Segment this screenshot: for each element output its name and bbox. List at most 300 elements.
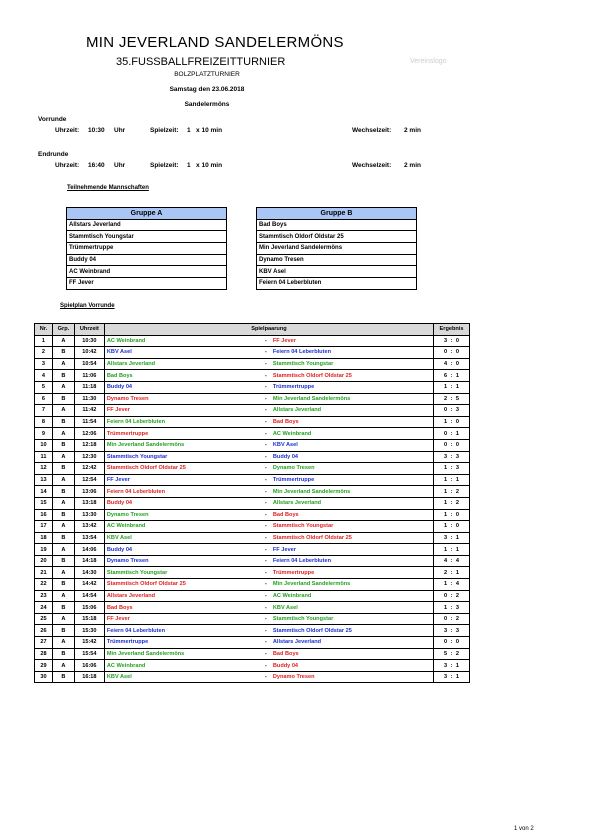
game-pairing [104, 625, 433, 637]
game-group: A [52, 590, 74, 602]
group-team: AC Weinbrand [67, 266, 227, 278]
round-change-time: 2 min [404, 162, 421, 169]
tournament-date: Samstag den 23.06.2018 [169, 86, 245, 93]
game-nr: 12 [35, 463, 53, 475]
away-goals: 1 [455, 477, 459, 484]
game-result [434, 648, 470, 660]
away-team: FF Jever [272, 546, 296, 553]
home-team: Dynamo Tresen [106, 511, 149, 518]
pairing-dash: - [264, 500, 267, 507]
game-nr: 10 [35, 439, 53, 451]
table-row [35, 671, 470, 683]
game-time: 16:06 [74, 660, 104, 672]
group-team: Bad Boys [257, 219, 417, 231]
home-goals: 1 [444, 477, 448, 484]
game-pairing [104, 671, 433, 683]
away-team: Stammtisch Youngstar [272, 523, 334, 530]
game-time: 10:42 [74, 347, 104, 359]
home-goals: 0 [444, 639, 448, 646]
pairing-dash: - [264, 662, 267, 669]
home-team: Stammtisch Oldorf Oldstar 25 [106, 465, 186, 472]
away-goals: 3 [455, 604, 459, 611]
game-pairing [104, 613, 433, 625]
game-result [434, 521, 470, 533]
game-result [434, 532, 470, 544]
away-team: Allstars Jeverland [272, 407, 322, 414]
game-group: A [52, 660, 74, 672]
score-separator: : [450, 442, 453, 449]
table-row [35, 416, 470, 428]
score-separator: : [450, 361, 453, 368]
home-goals: 0 [444, 430, 448, 437]
game-result [434, 602, 470, 614]
away-goals: 1 [455, 546, 459, 553]
game-result [434, 579, 470, 591]
col-header-pairing: Spielpaarung [104, 324, 433, 336]
score-separator: : [450, 477, 453, 484]
home-goals: 1 [444, 511, 448, 518]
score-separator: : [450, 581, 453, 588]
score-separator: : [450, 384, 453, 391]
game-group: A [52, 544, 74, 556]
round-change-time: 2 min [404, 127, 421, 134]
pairing-dash: - [264, 384, 267, 391]
game-pairing [104, 347, 433, 359]
away-team: Buddy 04 [272, 453, 299, 460]
game-nr: 9 [35, 428, 53, 440]
home-goals: 0 [444, 349, 448, 356]
game-time: 13:30 [74, 509, 104, 521]
game-result [434, 590, 470, 602]
game-result [434, 671, 470, 683]
round-change-label: Wechselzeit: [352, 127, 392, 134]
away-team: Stammtisch Youngstar [272, 361, 334, 368]
game-pairing [104, 637, 433, 649]
away-goals: 1 [455, 430, 459, 437]
game-result [434, 625, 470, 637]
away-goals: 1 [455, 662, 459, 669]
pairing-dash: - [264, 546, 267, 553]
game-pairing [104, 393, 433, 405]
pairing-dash: - [264, 465, 267, 472]
pairing-dash: - [264, 639, 267, 646]
game-pairing [104, 439, 433, 451]
tournament-type: BOLZPLATZTURNIER [174, 71, 240, 78]
home-goals: 1 [444, 419, 448, 426]
pairing-dash: - [264, 604, 267, 611]
game-time: 11:42 [74, 405, 104, 417]
game-pairing [104, 463, 433, 475]
table-row [35, 335, 470, 347]
group-b-table [256, 207, 417, 290]
away-goals: 5 [455, 395, 459, 402]
score-separator: : [450, 546, 453, 553]
game-time: 12:06 [74, 428, 104, 440]
home-team: Stammtisch Oldorf Oldstar 25 [106, 581, 186, 588]
home-goals: 0 [444, 407, 448, 414]
round-time: 10:30 [88, 127, 105, 134]
table-row [35, 567, 470, 579]
home-team: FF Jever [106, 407, 130, 414]
game-time: 16:18 [74, 671, 104, 683]
score-separator: : [450, 488, 453, 495]
game-pairing [104, 358, 433, 370]
game-time: 12:42 [74, 463, 104, 475]
table-row [35, 590, 470, 602]
game-nr: 28 [35, 648, 53, 660]
home-team: Dynamo Tresen [106, 558, 149, 565]
score-separator: : [450, 430, 453, 437]
game-result [434, 463, 470, 475]
table-row [35, 347, 470, 359]
score-separator: : [450, 349, 453, 356]
pairing-dash: - [264, 511, 267, 518]
pairing-dash: - [264, 650, 267, 657]
away-team: KBV Asel [272, 604, 298, 611]
home-goals: 1 [444, 523, 448, 530]
group-team: KBV Asel [257, 266, 417, 278]
game-time: 12:54 [74, 474, 104, 486]
game-result [434, 660, 470, 672]
teams-heading: Teilnehmende Mannschaften [67, 185, 149, 191]
game-result [434, 555, 470, 567]
game-result [434, 509, 470, 521]
game-time: 13:42 [74, 521, 104, 533]
round-time-label: Uhrzeit: [55, 127, 80, 134]
away-team: AC Weinbrand [272, 592, 312, 599]
game-nr: 17 [35, 521, 53, 533]
away-goals: 0 [455, 511, 459, 518]
away-goals: 1 [455, 384, 459, 391]
away-team: Min Jeverland Sandelermöns [272, 581, 351, 588]
home-goals: 1 [444, 384, 448, 391]
round-time-label: Uhrzeit: [55, 162, 80, 169]
away-team: Trümmertruppe [272, 477, 315, 484]
score-separator: : [450, 465, 453, 472]
game-time: 14:42 [74, 579, 104, 591]
home-team: Trümmertruppe [106, 430, 149, 437]
group-team: Trümmertruppe [67, 243, 227, 255]
away-team: Dynamo Tresen [272, 465, 315, 472]
home-team: AC Weinbrand [106, 523, 146, 530]
game-pairing [104, 590, 433, 602]
home-team: Min Jeverland Sandelermöns [106, 442, 185, 449]
game-time: 15:54 [74, 648, 104, 660]
table-row [35, 509, 470, 521]
col-header-group: Grp. [52, 324, 74, 336]
game-time: 15:30 [74, 625, 104, 637]
table-row [35, 579, 470, 591]
game-time: 10:30 [74, 335, 104, 347]
game-result [434, 393, 470, 405]
home-goals: 1 [444, 465, 448, 472]
game-group: B [52, 393, 74, 405]
pairing-dash: - [264, 616, 267, 623]
group-team: Min Jeverland Sandelermöns [257, 243, 417, 255]
home-goals: 4 [444, 361, 448, 368]
pairing-dash: - [264, 453, 267, 460]
round-name: Vorrunde [38, 116, 67, 123]
game-group: A [52, 428, 74, 440]
away-team: AC Weinbrand [272, 430, 312, 437]
tournament-subtitle: 35.FUSSBALLFREIZEITTURNIER [116, 56, 286, 68]
away-team: Stammtisch Oldorf Oldstar 25 [272, 534, 352, 541]
game-pairing [104, 544, 433, 556]
away-goals: 3 [455, 465, 459, 472]
pairing-dash: - [264, 534, 267, 541]
game-nr: 22 [35, 579, 53, 591]
game-group: B [52, 509, 74, 521]
game-pairing [104, 497, 433, 509]
home-goals: 5 [444, 650, 448, 657]
away-goals: 2 [455, 592, 459, 599]
game-result [434, 370, 470, 382]
game-nr: 30 [35, 671, 53, 683]
game-pairing [104, 451, 433, 463]
round-change-label: Wechselzeit: [352, 162, 392, 169]
home-team: Stammtisch Youngstar [106, 453, 168, 460]
away-team: Stammtisch Youngstar [272, 616, 334, 623]
game-result [434, 405, 470, 417]
game-result [434, 335, 470, 347]
away-team: Trümmertruppe [272, 384, 315, 391]
away-goals: 0 [455, 639, 459, 646]
game-nr: 4 [35, 370, 53, 382]
group-name: Gruppe A [67, 208, 227, 220]
score-separator: : [450, 407, 453, 414]
game-group: A [52, 497, 74, 509]
game-time: 10:54 [74, 358, 104, 370]
pairing-dash: - [264, 395, 267, 402]
group-team: Stammtisch Youngstar [67, 231, 227, 243]
game-time: 11:54 [74, 416, 104, 428]
home-goals: 3 [444, 453, 448, 460]
group-team: Stammtisch Oldorf Oldstar 25 [257, 231, 417, 243]
game-pairing [104, 532, 433, 544]
pairing-dash: - [264, 581, 267, 588]
pairing-dash: - [264, 337, 267, 344]
game-result [434, 381, 470, 393]
home-team: Bad Boys [106, 604, 133, 611]
tournament-place: Sandelermöns [184, 101, 230, 108]
game-group: A [52, 451, 74, 463]
home-team: Buddy 04 [106, 500, 133, 507]
away-team: KBV Asel [272, 442, 298, 449]
away-goals: 1 [455, 372, 459, 379]
table-row [35, 381, 470, 393]
table-row [35, 555, 470, 567]
home-team: Trümmertruppe [106, 639, 149, 646]
away-goals: 0 [455, 442, 459, 449]
away-goals: 2 [455, 650, 459, 657]
game-group: A [52, 474, 74, 486]
home-goals: 0 [444, 616, 448, 623]
home-team: Stammtisch Youngstar [106, 569, 168, 576]
game-nr: 3 [35, 358, 53, 370]
game-result [434, 486, 470, 498]
home-team: Feiern 04 Leberbluten [106, 488, 165, 495]
score-separator: : [450, 337, 453, 344]
away-team: Allstars Jeverland [272, 639, 322, 646]
game-nr: 25 [35, 613, 53, 625]
table-row [35, 358, 470, 370]
table-row [35, 613, 470, 625]
score-separator: : [450, 558, 453, 565]
score-separator: : [450, 592, 453, 599]
pairing-dash: - [264, 407, 267, 414]
game-time: 13:06 [74, 486, 104, 498]
game-time: 15:06 [74, 602, 104, 614]
score-separator: : [450, 511, 453, 518]
game-result [434, 497, 470, 509]
score-separator: : [450, 569, 453, 576]
home-team: KBV Asel [106, 534, 132, 541]
game-nr: 2 [35, 347, 53, 359]
score-separator: : [450, 674, 453, 681]
score-separator: : [450, 639, 453, 646]
round-playtime: 1 x 10 min [187, 127, 223, 134]
game-time: 14:18 [74, 555, 104, 567]
game-time: 11:18 [74, 381, 104, 393]
game-time: 14:54 [74, 590, 104, 602]
game-time: 14:06 [74, 544, 104, 556]
game-pairing [104, 660, 433, 672]
group-a-table [66, 207, 227, 290]
pairing-dash: - [264, 488, 267, 495]
game-time: 11:30 [74, 393, 104, 405]
away-team: Stammtisch Oldorf Oldstar 25 [272, 372, 352, 379]
game-result [434, 347, 470, 359]
game-nr: 11 [35, 451, 53, 463]
table-row [35, 393, 470, 405]
table-row [35, 521, 470, 533]
home-team: Feiern 04 Leberbluten [106, 419, 165, 426]
table-row [35, 405, 470, 417]
game-nr: 15 [35, 497, 53, 509]
home-team: Dynamo Tresen [106, 395, 149, 402]
home-team: KBV Asel [106, 674, 132, 681]
home-goals: 3 [444, 627, 448, 634]
game-nr: 6 [35, 393, 53, 405]
table-row [35, 637, 470, 649]
game-group: A [52, 567, 74, 579]
game-pairing [104, 335, 433, 347]
game-time: 15:18 [74, 613, 104, 625]
game-result [434, 439, 470, 451]
score-separator: : [450, 604, 453, 611]
score-separator: : [450, 616, 453, 623]
game-time: 15:42 [74, 637, 104, 649]
game-group: B [52, 625, 74, 637]
game-pairing [104, 567, 433, 579]
away-goals: 3 [455, 453, 459, 460]
pairing-dash: - [264, 349, 267, 356]
score-separator: : [450, 534, 453, 541]
game-nr: 14 [35, 486, 53, 498]
table-row [35, 648, 470, 660]
game-nr: 13 [35, 474, 53, 486]
game-group: B [52, 648, 74, 660]
away-team: Feiern 04 Leberbluten [272, 558, 331, 565]
game-result [434, 451, 470, 463]
round-playtime-label: Spielzeit: [150, 127, 179, 134]
game-nr: 29 [35, 660, 53, 672]
table-row [35, 660, 470, 672]
game-pairing [104, 648, 433, 660]
away-team: Min Jeverland Sandelermöns [272, 395, 351, 402]
group-team: Allstars Jeverland [67, 219, 227, 231]
game-group: A [52, 381, 74, 393]
pairing-dash: - [264, 430, 267, 437]
game-nr: 27 [35, 637, 53, 649]
away-goals: 2 [455, 616, 459, 623]
game-time: 11:06 [74, 370, 104, 382]
away-goals: 0 [455, 337, 459, 344]
away-goals: 4 [455, 581, 459, 588]
page-title: MIN JEVERLAND SANDELERMÖNS [86, 34, 344, 51]
game-nr: 18 [35, 532, 53, 544]
game-pairing [104, 428, 433, 440]
table-row [35, 370, 470, 382]
game-pairing [104, 486, 433, 498]
game-time: 13:18 [74, 497, 104, 509]
pairing-dash: - [264, 372, 267, 379]
game-pairing [104, 474, 433, 486]
home-goals: 3 [444, 337, 448, 344]
schedule-table [34, 323, 470, 683]
away-team: Bad Boys [272, 419, 299, 426]
away-goals: 0 [455, 361, 459, 368]
game-group: B [52, 439, 74, 451]
away-team: Stammtisch Oldorf Oldstar 25 [272, 627, 352, 634]
home-team: KBV Asel [106, 349, 132, 356]
game-nr: 20 [35, 555, 53, 567]
home-goals: 1 [444, 604, 448, 611]
round-playtime-label: Spielzeit: [150, 162, 179, 169]
game-group: B [52, 532, 74, 544]
game-result [434, 474, 470, 486]
game-time: 12:30 [74, 451, 104, 463]
away-goals: 3 [455, 407, 459, 414]
pairing-dash: - [264, 627, 267, 634]
away-team: Bad Boys [272, 650, 299, 657]
table-row [35, 532, 470, 544]
game-result [434, 567, 470, 579]
score-separator: : [450, 372, 453, 379]
away-goals: 1 [455, 569, 459, 576]
home-team: Allstars Jeverland [106, 361, 156, 368]
away-goals: 2 [455, 488, 459, 495]
away-team: Min Jeverland Sandelermöns [272, 488, 351, 495]
pairing-dash: - [264, 569, 267, 576]
pairing-dash: - [264, 558, 267, 565]
game-nr: 26 [35, 625, 53, 637]
home-team: AC Weinbrand [106, 337, 146, 344]
game-group: B [52, 555, 74, 567]
score-separator: : [450, 419, 453, 426]
game-pairing [104, 416, 433, 428]
table-row [35, 428, 470, 440]
away-goals: 0 [455, 523, 459, 530]
home-team: Feiern 04 Leberbluten [106, 627, 165, 634]
game-time: 13:54 [74, 532, 104, 544]
game-group: A [52, 358, 74, 370]
col-header-result: Ergebnis [434, 324, 470, 336]
table-row [35, 439, 470, 451]
game-result [434, 358, 470, 370]
game-result [434, 416, 470, 428]
home-goals: 2 [444, 569, 448, 576]
